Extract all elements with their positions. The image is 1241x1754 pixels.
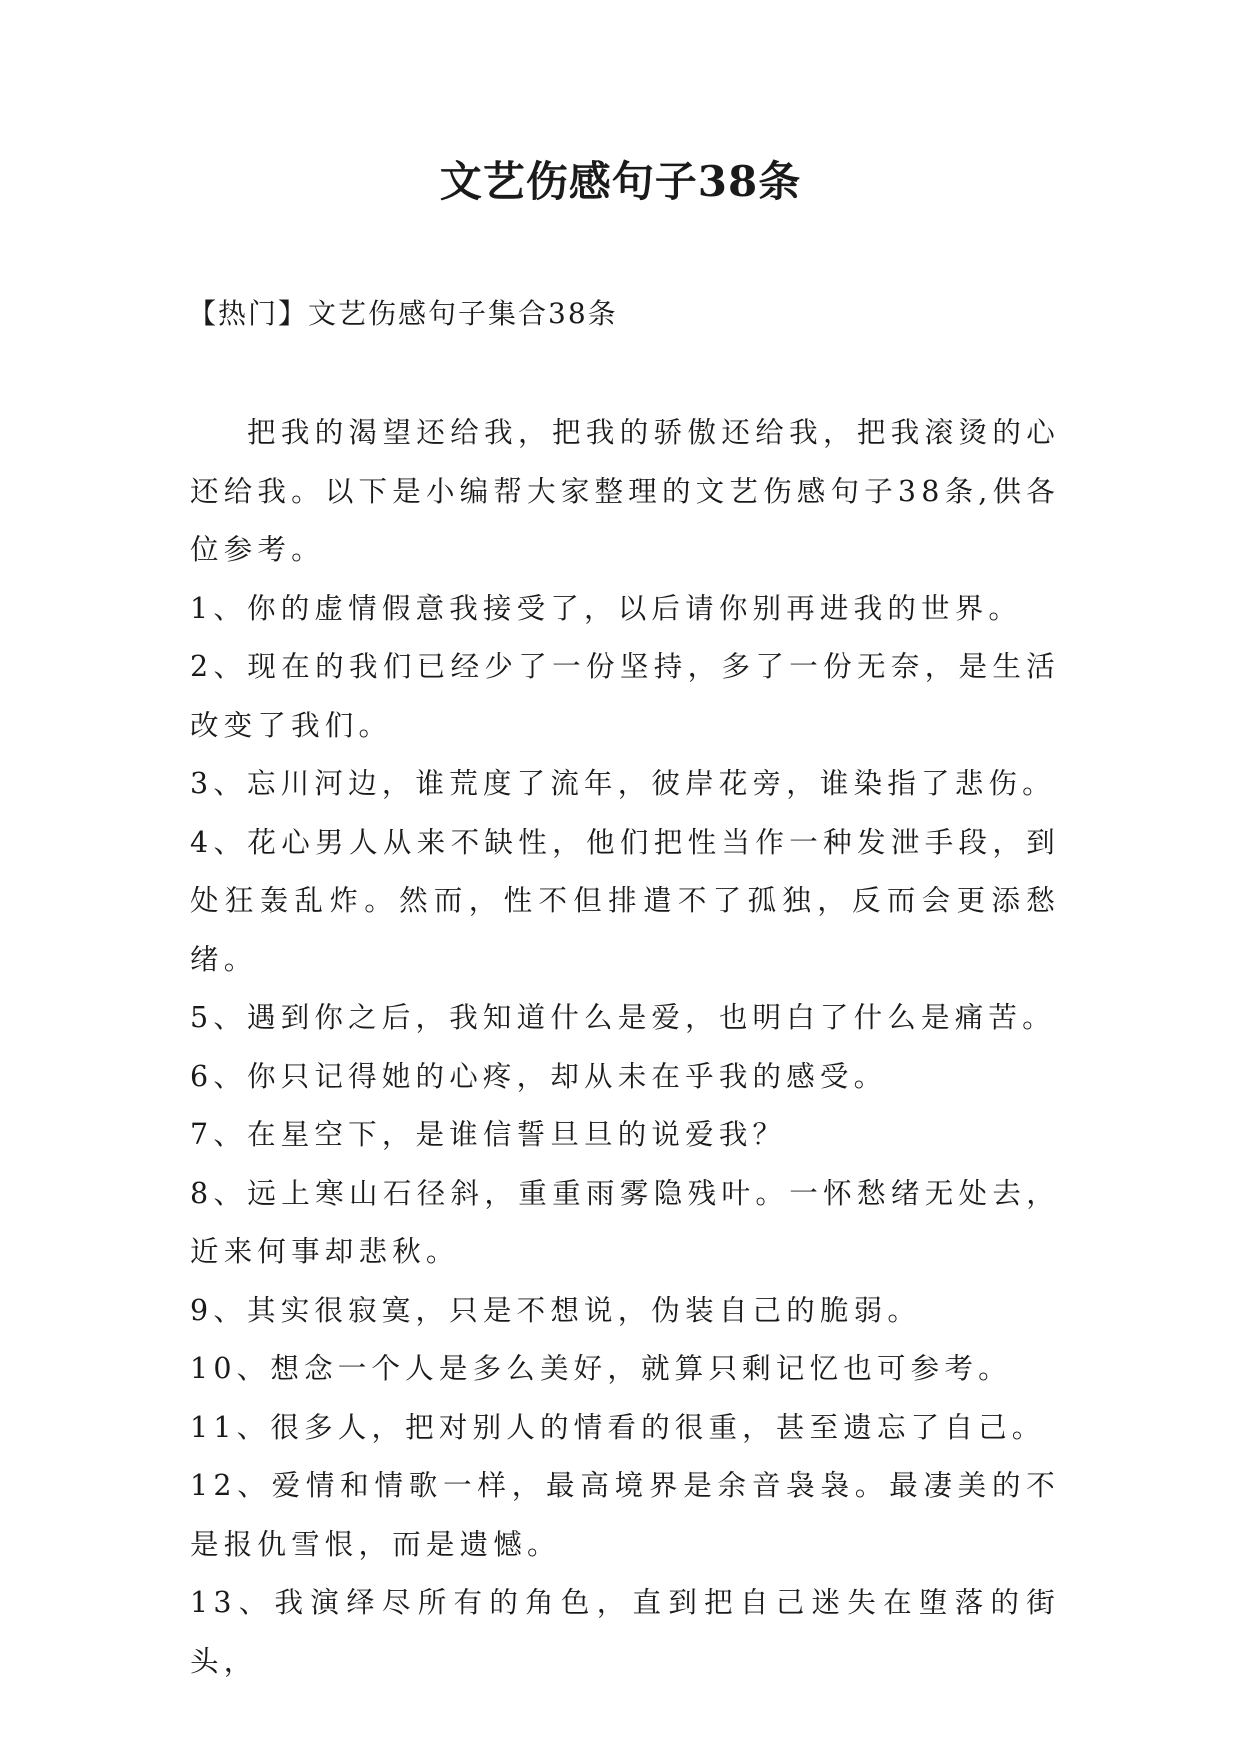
document-title: 文艺伤感句子38条 [439, 157, 802, 206]
list-item: 4、花心男人从来不缺性，他们把性当作一种发泄手段，到处狂轰乱炸。然而，性不但排遣不了孤独，反而会更添愁绪。 [190, 825, 1060, 976]
list-item: 7、在星空下，是谁信誓旦旦的说爱我？ [190, 1118, 787, 1151]
document-subtitle: 【热门】文艺伤感句子集合38条 [188, 297, 618, 330]
list-item: 2、现在的我们已经少了一份坚持，多了一份无奈，是生活改变了我们。 [190, 650, 1060, 742]
list-item: 8、远上寒山石径斜，重重雨雾隐残叶。一怀愁绪无处去，近来何事却悲秋。 [190, 1176, 1060, 1268]
list-item: 12、爱情和情歌一样，最高境界是余音袅袅。最凄美的不是报仇雪恨，而是遗憾。 [190, 1469, 1060, 1561]
list-item: 6、你只记得她的心疼，却从未在乎我的感受。 [190, 1059, 888, 1093]
list-item: 1、你的虚情假意我接受了，以后请你别再进我的世界。 [190, 591, 1023, 625]
list-item: 11、很多人，把对别人的情看的很重，甚至遗忘了自己。 [190, 1410, 1046, 1444]
list-item: 3、忘川河边，谁荒度了流年，彼岸花旁，谁染指了悲伤。 [190, 767, 1056, 800]
intro-paragraph: 把我的渴望还给我，把我的骄傲还给我，把我滚烫的心还给我。以下是小编帮大家整理的文艺伤感句子38条,供各位参考。 [190, 416, 1060, 566]
list-item: 9、其实很寂寞，只是不想说，伪装自己的脆弱。 [190, 1293, 922, 1327]
list-item: 10、想念一个人是多么美好，就算只剩记忆也可参考。 [190, 1352, 1012, 1385]
document-body [190, 404, 1060, 1691]
list-item: 5、遇到你之后，我知道什么是爱，也明白了什么是痛苦。 [190, 1001, 1056, 1034]
list-item: 13、我演绎尽所有的角色，直到把自己迷失在堕落的街头， [190, 1586, 1060, 1678]
